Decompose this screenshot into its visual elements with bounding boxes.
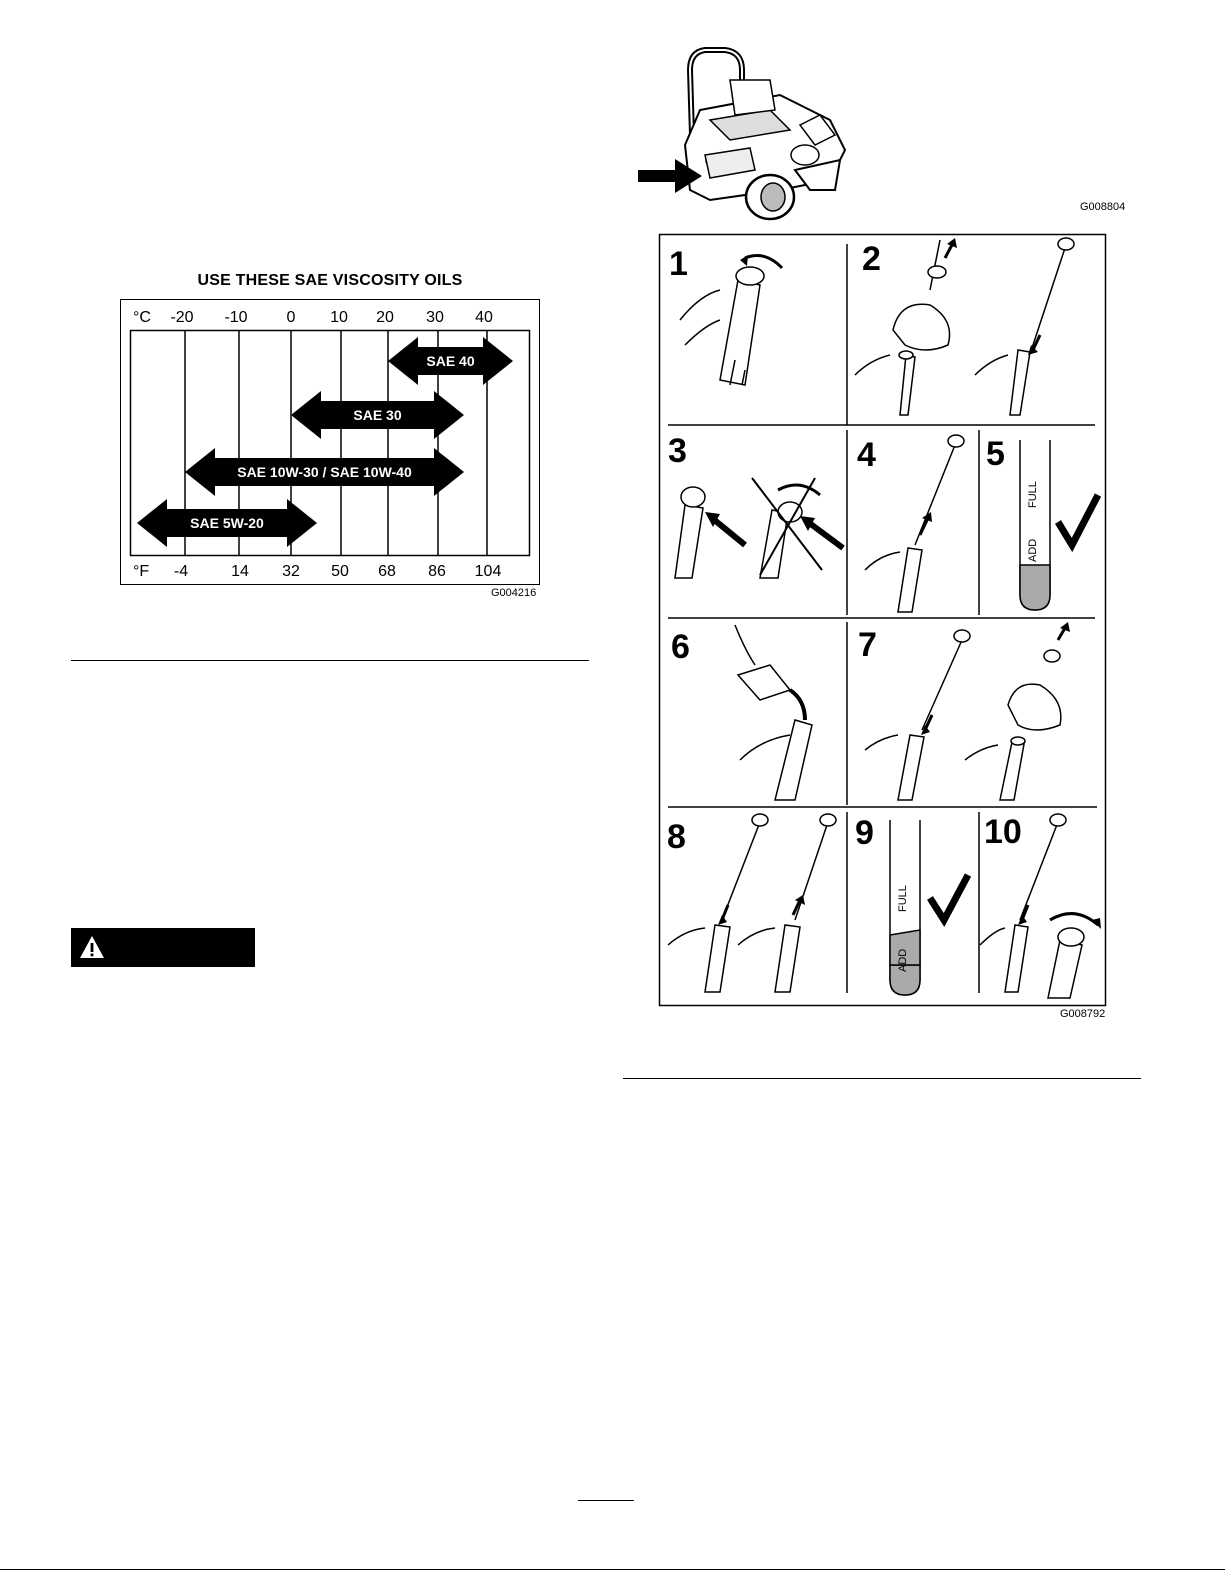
grade-label-2: SAE 10W-30 / SAE 10W-40 — [237, 464, 412, 480]
page-number-rule — [578, 1500, 634, 1501]
step-9-full-mark: FULL — [897, 885, 909, 912]
celsius-tick-1: -10 — [224, 309, 248, 326]
grade-label-0: SAE 40 — [426, 353, 475, 369]
fahrenheit-tick-1: 14 — [231, 563, 249, 580]
step-6-number: 6 — [671, 628, 690, 666]
step-1-number: 1 — [669, 245, 688, 283]
step-1-illustration — [680, 255, 782, 385]
step-3-illustration — [675, 478, 843, 578]
fahrenheit-tick-5: 86 — [428, 563, 446, 580]
step-8-number: 8 — [667, 818, 686, 856]
celsius-tick-2: 0 — [286, 309, 296, 326]
viscosity-chart-title: USE THESE SAE VISCOSITY OILS — [197, 272, 463, 289]
celsius-tick-6: 40 — [475, 309, 493, 326]
step-9-dipstick — [890, 820, 968, 995]
celsius-tick-3: 10 — [330, 309, 348, 326]
fahrenheit-tick-6: 104 — [474, 563, 502, 580]
celsius-tick-5: 30 — [426, 309, 444, 326]
step-2-number: 2 — [862, 240, 881, 278]
step-10-number: 10 — [984, 813, 1022, 851]
step-5-full-mark: FULL — [1027, 481, 1039, 508]
step-4-number: 4 — [857, 436, 876, 474]
step-7-illustration — [865, 622, 1070, 800]
step-5-number: 5 — [986, 435, 1005, 473]
fahrenheit-tick-4: 68 — [378, 563, 396, 580]
celsius-tick-0: -20 — [170, 309, 194, 326]
step-3-number: 3 — [668, 432, 687, 470]
viscosity-figure-code: G004216 — [491, 587, 537, 599]
step-7-number: 7 — [858, 626, 877, 664]
fahrenheit-unit-label: °F — [133, 563, 150, 580]
dipstick-figure-code: G008792 — [1060, 1008, 1106, 1020]
fahrenheit-tick-2: 32 — [282, 563, 300, 580]
step-9-check-icon — [930, 875, 968, 920]
fahrenheit-tick-3: 50 — [331, 563, 349, 580]
step-8-illustration — [668, 814, 836, 992]
step-6-illustration — [735, 625, 812, 800]
step-4-illustration — [865, 435, 964, 612]
step-5-dipstick — [1020, 440, 1098, 610]
grade-label-3: SAE 5W-20 — [190, 515, 264, 531]
step-5-add-mark: ADD — [1027, 538, 1039, 562]
step-5-check-icon — [1058, 495, 1098, 545]
step-9-add-mark: ADD — [897, 948, 909, 972]
fahrenheit-tick-0: -4 — [173, 563, 189, 580]
step-9-number: 9 — [855, 814, 874, 852]
mower-figure-code: G008804 — [1080, 201, 1126, 213]
celsius-tick-4: 20 — [376, 309, 394, 326]
celsius-unit-label: °C — [133, 309, 151, 326]
section-divider-right — [623, 1078, 1141, 1079]
step-2-illustration — [855, 238, 1074, 415]
grade-label-1: SAE 30 — [353, 407, 402, 423]
page-bottom-rule — [0, 1569, 1225, 1570]
